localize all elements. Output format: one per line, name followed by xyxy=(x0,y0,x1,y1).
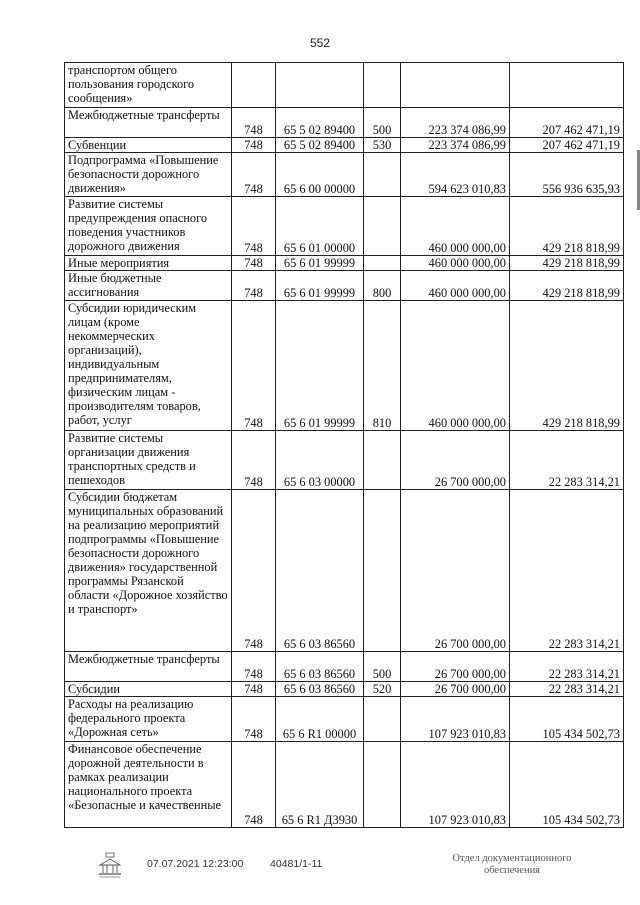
row-amount-executed: 429 218 818,99 xyxy=(510,271,624,301)
row-expense-type: 530 xyxy=(364,138,401,153)
row-name: транспортом общего пользования городского сообщения» xyxy=(65,63,232,108)
table-row xyxy=(65,301,624,431)
table-row xyxy=(65,697,624,742)
government-logo-icon xyxy=(97,852,123,880)
table-row xyxy=(65,682,624,697)
row-department-code: 748 xyxy=(232,108,276,138)
row-amount-executed: 105 434 502,73 xyxy=(510,742,624,828)
row-expense-type xyxy=(364,256,401,271)
row-amount-executed: 429 218 818,99 xyxy=(510,256,624,271)
footer xyxy=(0,853,640,898)
stamp-datetime: 07.07.2021 12:23:00 xyxy=(147,858,244,870)
row-target-article: 65 6 R1 00000 xyxy=(276,697,364,742)
row-amount-executed: 22 283 314,21 xyxy=(510,652,624,682)
row-name: Иные бюджетные ассигнования xyxy=(65,271,232,301)
row-name: Развитие системы предупреждения опасного поведения участников дорожного движения xyxy=(65,197,232,256)
row-expense-type xyxy=(364,63,401,108)
row-department-code: 748 xyxy=(232,697,276,742)
row-expense-type xyxy=(364,742,401,828)
row-department-code xyxy=(232,63,276,108)
budget-table-body xyxy=(65,63,624,828)
row-name: Субвенции xyxy=(65,138,232,153)
row-expense-type xyxy=(364,153,401,197)
row-name: Межбюджетные трансферты xyxy=(65,108,232,138)
budget-table xyxy=(64,62,624,828)
row-expense-type xyxy=(364,490,401,652)
row-amount-planned: 223 374 086,99 xyxy=(401,108,510,138)
row-amount-executed: 556 936 635,93 xyxy=(510,153,624,197)
row-amount-planned: 460 000 000,00 xyxy=(401,301,510,431)
table-row xyxy=(65,490,624,652)
row-amount-planned: 594 623 010,83 xyxy=(401,153,510,197)
row-department-code: 748 xyxy=(232,301,276,431)
row-department-code: 748 xyxy=(232,256,276,271)
table-row xyxy=(65,63,624,108)
row-amount-planned: 26 700 000,00 xyxy=(401,431,510,490)
row-name: Иные мероприятия xyxy=(65,256,232,271)
row-amount-executed: 22 283 314,21 xyxy=(510,431,624,490)
table-row xyxy=(65,652,624,682)
row-department-code: 748 xyxy=(232,742,276,828)
row-department-code: 748 xyxy=(232,652,276,682)
row-expense-type: 520 xyxy=(364,682,401,697)
row-department-code: 748 xyxy=(232,271,276,301)
row-target-article xyxy=(276,63,364,108)
row-name: Субсидии юридическим лицам (кроме некоммерческих организаций), индивидуальным предпринимателям, физическим лицам - производителям товаров, работ, услуг xyxy=(65,301,232,431)
row-amount-executed: 207 462 471,19 xyxy=(510,138,624,153)
row-amount-planned: 107 923 010,83 xyxy=(401,742,510,828)
table-row xyxy=(65,431,624,490)
row-department-code: 748 xyxy=(232,682,276,697)
row-name: Подпрограмма «Повышение безопасности дорожного движения» xyxy=(65,153,232,197)
department-stamp: Отдел документационного обеспечения xyxy=(452,853,572,876)
table-row xyxy=(65,138,624,153)
row-department-code: 748 xyxy=(232,431,276,490)
row-department-code: 748 xyxy=(232,490,276,652)
row-name: Финансовое обеспечение дорожной деятельности в рамках реализации национального проекта «Безопасные и качественные xyxy=(65,742,232,828)
row-target-article: 65 6 R1 Д3930 xyxy=(276,742,364,828)
table-row xyxy=(65,256,624,271)
row-target-article: 65 5 02 89400 xyxy=(276,138,364,153)
row-amount-executed: 22 283 314,21 xyxy=(510,682,624,697)
row-amount-planned: 460 000 000,00 xyxy=(401,197,510,256)
row-expense-type: 810 xyxy=(364,301,401,431)
row-amount-planned: 107 923 010,83 xyxy=(401,697,510,742)
row-amount-executed: 105 434 502,73 xyxy=(510,697,624,742)
row-target-article: 65 6 01 99999 xyxy=(276,256,364,271)
row-name: Субсидии xyxy=(65,682,232,697)
table-row xyxy=(65,197,624,256)
row-amount-planned: 26 700 000,00 xyxy=(401,490,510,652)
table-row xyxy=(65,153,624,197)
row-amount-planned: 460 000 000,00 xyxy=(401,271,510,301)
row-amount-executed: 22 283 314,21 xyxy=(510,490,624,652)
row-amount-planned: 26 700 000,00 xyxy=(401,682,510,697)
table-row xyxy=(65,271,624,301)
row-target-article: 65 5 02 89400 xyxy=(276,108,364,138)
row-amount-executed xyxy=(510,63,624,108)
row-target-article: 65 6 03 86560 xyxy=(276,490,364,652)
row-name: Развитие системы организации движения транспортных средств и пешеходов xyxy=(65,431,232,490)
row-amount-executed: 429 218 818,99 xyxy=(510,197,624,256)
row-expense-type xyxy=(364,197,401,256)
row-department-code: 748 xyxy=(232,138,276,153)
row-target-article: 65 6 01 99999 xyxy=(276,301,364,431)
row-target-article: 65 6 00 00000 xyxy=(276,153,364,197)
row-amount-planned xyxy=(401,63,510,108)
row-amount-executed: 429 218 818,99 xyxy=(510,301,624,431)
page-number: 552 xyxy=(309,36,331,50)
row-target-article: 65 6 01 99999 xyxy=(276,271,364,301)
table-row xyxy=(65,742,624,828)
row-name: Расходы на реализацию федерального проекта «Дорожная сеть» xyxy=(65,697,232,742)
row-target-article: 65 6 03 00000 xyxy=(276,431,364,490)
row-target-article: 65 6 03 86560 xyxy=(276,652,364,682)
stamp-document-number: 40481/1-11 xyxy=(270,858,323,870)
table-row xyxy=(65,108,624,138)
row-expense-type xyxy=(364,697,401,742)
row-amount-planned: 223 374 086,99 xyxy=(401,138,510,153)
row-expense-type: 500 xyxy=(364,652,401,682)
row-target-article: 65 6 03 86560 xyxy=(276,682,364,697)
row-name: Межбюджетные трансферты xyxy=(65,652,232,682)
row-expense-type xyxy=(364,431,401,490)
row-amount-planned: 26 700 000,00 xyxy=(401,652,510,682)
row-amount-executed: 207 462 471,19 xyxy=(510,108,624,138)
row-department-code: 748 xyxy=(232,153,276,197)
row-department-code: 748 xyxy=(232,197,276,256)
row-expense-type: 500 xyxy=(364,108,401,138)
row-name: Субсидии бюджетам муниципальных образований на реализацию мероприятий подпрограммы «Повышение безопасности дорожного движения» государственной программы Рязанской области «Дорожное хозяйство и транспорт» xyxy=(65,490,232,652)
row-target-article: 65 6 01 00000 xyxy=(276,197,364,256)
row-expense-type: 800 xyxy=(364,271,401,301)
row-amount-planned: 460 000 000,00 xyxy=(401,256,510,271)
